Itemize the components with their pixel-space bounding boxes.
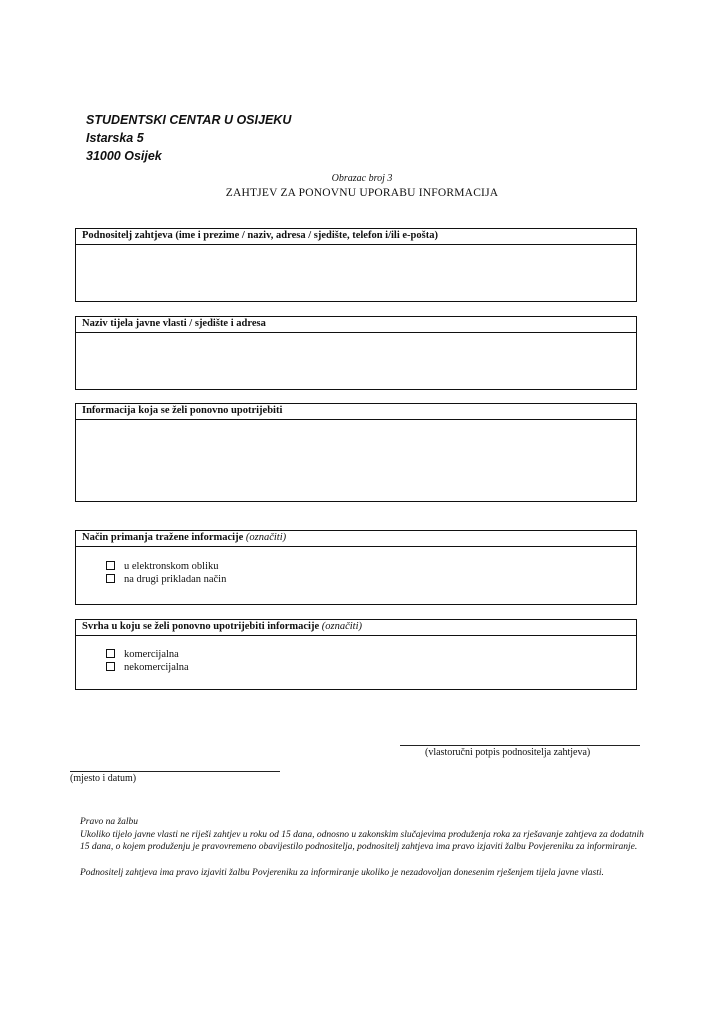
institution-street: Istarska 5 [86, 131, 144, 145]
place-date-line[interactable] [70, 771, 280, 772]
checkbox-commercial[interactable] [106, 649, 115, 658]
authority-field[interactable] [76, 333, 636, 390]
place-date-caption: (mjesto i datum) [70, 773, 137, 784]
form-title: ZAHTJEV ZA PONOVNU UPORABU INFORMACIJA [225, 187, 499, 199]
institution-name: STUDENTSKI CENTAR U OSIJEKU [86, 113, 292, 127]
applicant-box [75, 228, 637, 302]
checkbox-other[interactable] [106, 574, 115, 583]
checkbox-noncommercial[interactable] [106, 662, 115, 671]
delivery-hint: (označiti) [245, 532, 287, 543]
signature-line[interactable] [400, 745, 640, 746]
option-label: nekomercijalna [124, 662, 189, 673]
purpose-label: Svrha u koju se želi ponovno upotrijebiti informacije [82, 621, 320, 632]
applicant-label: Podnositelj zahtjeva (ime i prezime / naziv, adresa / sjedište, telefon i/ili e-pošta) [76, 229, 636, 245]
institution-address [86, 111, 291, 165]
delivery-header [76, 531, 636, 547]
authority-label: Naziv tijela javne vlasti / sjedište i adresa [76, 317, 636, 333]
purpose-box [75, 619, 637, 690]
authority-box [75, 316, 637, 390]
purpose-option-commercial[interactable] [106, 649, 179, 661]
information-label: Informacija koja se želi ponovno upotrijebiti [76, 404, 636, 420]
purpose-header [76, 620, 636, 636]
option-label: komercijalna [124, 649, 179, 660]
appeal-paragraph-2: Podnositelj zahtjeva ima pravo izjaviti žalbu Povjereniku za informiranje ukoliko je nezadovoljan donesenim rješenjem tijela javne vlasti. [80, 867, 604, 878]
option-label: u elektronskom obliku [124, 561, 219, 572]
institution-city: 31000 Osijek [86, 149, 162, 163]
purpose-option-noncommercial[interactable] [106, 662, 189, 674]
delivery-label: Način primanja tražene informacije [82, 532, 244, 543]
checkbox-electronic[interactable] [106, 561, 115, 570]
delivery-option-electronic[interactable] [106, 561, 219, 573]
appeal-paragraph-1: Ukoliko tijelo javne vlasti ne riješi zahtjev u roku od 15 dana, odnosno u zakonskim slučajevima produženja roka za rješavanje zahtjeva za dodatnih 15 dana, o kojem produženju je pravovremeno obavijestilo podnositelja, podnositelj zahtjeva ima pravo izjaviti žalbu Povjereniku za informiranje. [80, 829, 644, 852]
option-label: na drugi prikladan način [124, 574, 227, 585]
applicant-field[interactable] [76, 245, 636, 302]
delivery-option-other[interactable] [106, 574, 226, 586]
purpose-hint: (označiti) [321, 621, 363, 632]
information-field[interactable] [76, 420, 636, 502]
form-number: Obrazac broj 3 [331, 173, 393, 184]
delivery-box [75, 530, 637, 605]
information-box [75, 403, 637, 502]
signature-caption: (vlastoručni potpis podnositelja zahtjeva) [425, 747, 591, 758]
appeal-title: Pravo na žalbu [80, 817, 139, 827]
appeal-section [80, 816, 645, 879]
